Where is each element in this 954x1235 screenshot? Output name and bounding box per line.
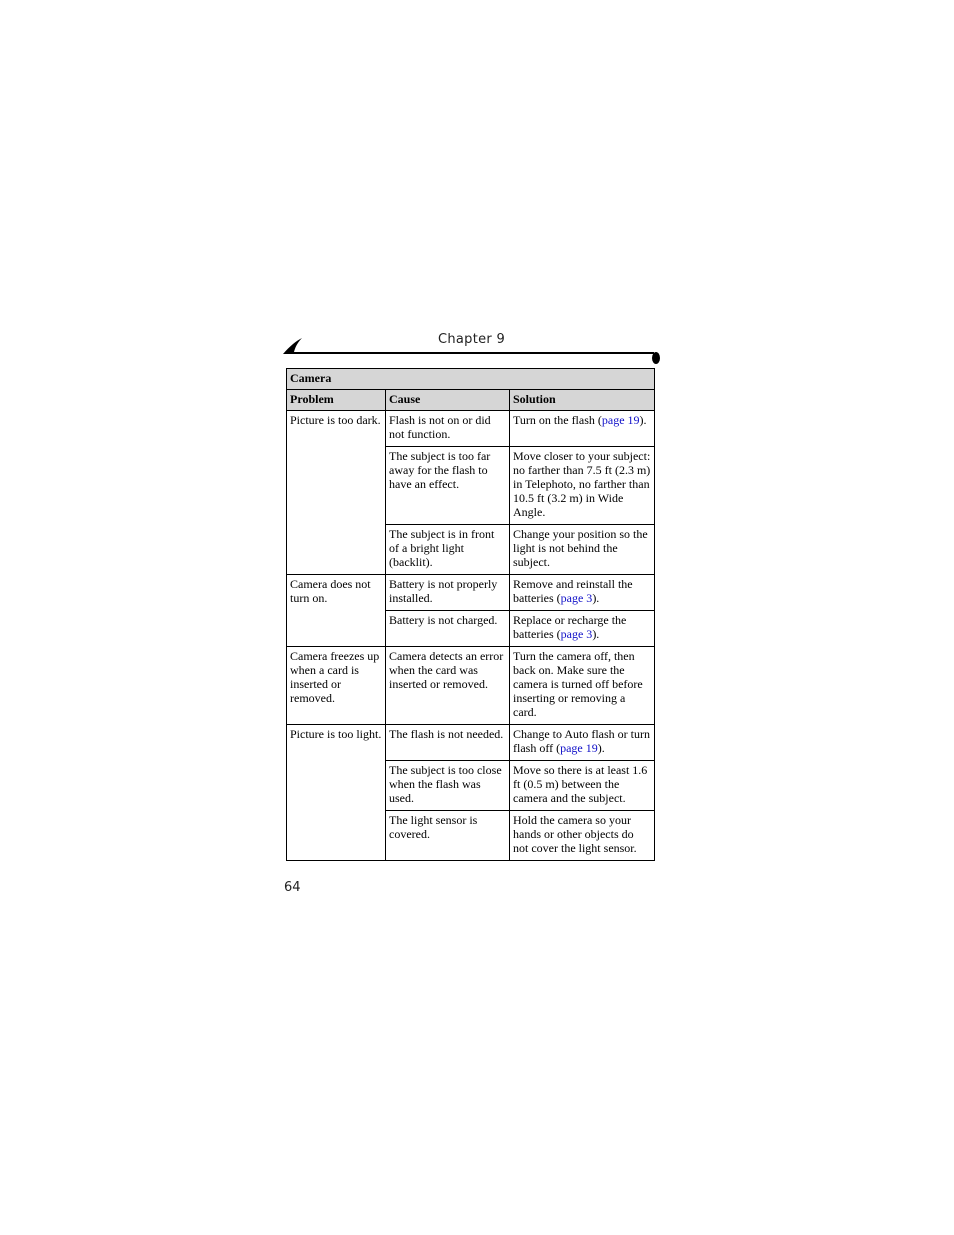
column-header-cause: Cause bbox=[386, 390, 510, 411]
cause-cell: Battery is not properly installed. bbox=[386, 575, 510, 611]
column-header-solution: Solution bbox=[510, 390, 655, 411]
cause-cell: The subject is in front of a bright light (backlit). bbox=[386, 525, 510, 575]
cause-cell: The subject is too close when the flash was used. bbox=[386, 761, 510, 811]
solution-cell: Remove and reinstall the batteries (page 3). bbox=[510, 575, 655, 611]
table-title: Camera bbox=[287, 369, 655, 390]
table-row bbox=[287, 647, 655, 725]
table-title-row bbox=[287, 369, 655, 390]
page-link[interactable]: page 3 bbox=[560, 627, 593, 641]
problem-cell: Picture is too dark. bbox=[287, 411, 386, 575]
solution-cell: Turn the camera off, then back on. Make sure the camera is turned off before inserting or removing a card. bbox=[510, 647, 655, 725]
chapter-header bbox=[282, 330, 662, 366]
problem-cell: Camera freezes up when a card is inserted or removed. bbox=[287, 647, 386, 725]
page-link[interactable]: page 19 bbox=[560, 741, 598, 755]
cause-cell: Battery is not charged. bbox=[386, 611, 510, 647]
troubleshooting-table bbox=[286, 368, 655, 861]
solution-cell: Replace or recharge the batteries (page 3). bbox=[510, 611, 655, 647]
solution-cell: Move closer to your subject: no farther than 7.5 ft (2.3 m) in Telephoto, no farther than 10.5 ft (3.2 m) in Wide Angle. bbox=[510, 447, 655, 525]
column-header-problem: Problem bbox=[287, 390, 386, 411]
page-link[interactable]: page 19 bbox=[601, 413, 640, 427]
page-link[interactable]: page 3 bbox=[560, 591, 593, 605]
table-row bbox=[287, 411, 655, 447]
problem-cell: Camera does not turn on. bbox=[287, 575, 386, 647]
solution-cell: Move so there is at least 1.6 ft (0.5 m) between the camera and the subject. bbox=[510, 761, 655, 811]
chapter-title: Chapter 9 bbox=[438, 332, 506, 347]
cause-cell: The subject is too far away for the flash to have an effect. bbox=[386, 447, 510, 525]
table-header-row bbox=[287, 390, 655, 411]
cause-cell: Flash is not on or did not function. bbox=[386, 411, 510, 447]
cause-cell: The light sensor is covered. bbox=[386, 811, 510, 861]
solution-cell: Change your position so the light is not behind the subject. bbox=[510, 525, 655, 575]
solution-cell: Hold the camera so your hands or other objects do not cover the light sensor. bbox=[510, 811, 655, 861]
solution-cell: Change to Auto flash or turn flash off (page 19). bbox=[510, 725, 655, 761]
cause-cell: Camera detects an error when the card was inserted or removed. bbox=[386, 647, 510, 725]
table-row bbox=[287, 725, 655, 761]
solution-cell: Turn on the flash (page 19). bbox=[510, 411, 655, 447]
problem-cell: Picture is too light. bbox=[287, 725, 386, 861]
cause-cell: The flash is not needed. bbox=[386, 725, 510, 761]
table-row bbox=[287, 575, 655, 611]
page-number: 64 bbox=[284, 880, 301, 895]
